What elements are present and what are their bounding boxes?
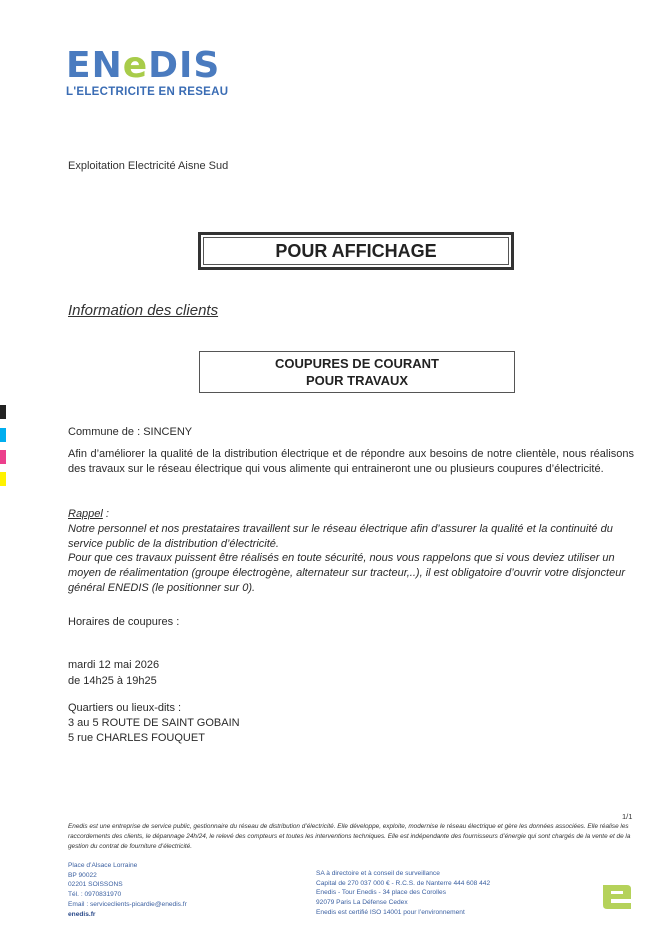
location-item: 3 au 5 ROUTE DE SAINT GOBAIN bbox=[68, 717, 240, 729]
corporate-line: 92079 Paris La Défense Cedex bbox=[316, 899, 408, 907]
address-line: 02201 SOISSONS bbox=[68, 881, 123, 889]
cmyk-mark-yellow bbox=[0, 472, 6, 486]
corporate-line: Enedis est certifié ISO 14001 pour l’environnement bbox=[316, 908, 465, 916]
enedis-e-logo-icon bbox=[601, 881, 633, 913]
contact-address bbox=[68, 861, 187, 919]
rappel-colon: : bbox=[102, 508, 109, 520]
website: enedis.fr bbox=[68, 910, 96, 918]
logo-tagline: L'ELECTRICITE EN RESEAU bbox=[66, 86, 229, 98]
cmyk-mark-black bbox=[0, 405, 6, 419]
unit-name: Exploitation Electricité Aisne Sud bbox=[68, 160, 229, 172]
logo-text-e: e bbox=[122, 45, 149, 86]
banner-label: POUR AFFICHAGE bbox=[275, 240, 437, 261]
corporate-line: Enedis - Tour Enedis - 34 place des Corolles bbox=[316, 889, 446, 897]
cmyk-mark-magenta bbox=[0, 450, 6, 464]
commune: Commune de : SINCENY bbox=[68, 426, 193, 438]
corporate-line: SA à directoire et à conseil de surveillance bbox=[316, 870, 440, 877]
address-line: Place d’Alsace Lorraine bbox=[68, 862, 138, 869]
outage-time: de 14h25 à 19h25 bbox=[68, 675, 157, 687]
location-item: 5 rue CHARLES FOUQUET bbox=[68, 732, 205, 744]
page-number: 1/1 bbox=[622, 812, 633, 821]
logo-text-en: EN bbox=[66, 45, 123, 86]
address-line: BP 90022 bbox=[68, 871, 97, 879]
phone: Tél. : 0970831970 bbox=[68, 891, 122, 899]
locations-label: Quartiers ou lieux-dits : bbox=[68, 702, 182, 714]
corporate-line: Capital de 270 037 000 € - R.C.S. de Nanterre 444 608 442 bbox=[316, 879, 491, 887]
enedis-logo bbox=[66, 45, 221, 86]
section-title: Information des clients bbox=[68, 302, 219, 319]
rappel-paragraph-3: général ENEDIS (le positionner sur 0). bbox=[68, 581, 256, 594]
rappel-paragraph-1: Notre personnel et nos prestataires travaillent sur le réseau électrique afin d’assurer la qualité et la continuité du service public de la distribution d’électricité. bbox=[68, 522, 613, 550]
rappel-label: Rappel bbox=[68, 508, 103, 520]
logo-text-dis: DIS bbox=[148, 45, 221, 86]
outage-schedule bbox=[68, 657, 159, 689]
horaires-label: Horaires de coupures : bbox=[68, 616, 180, 628]
legal-notice: Enedis est une entreprise de service public, gestionnaire du réseau de distribution d’électricité. Elle développe, exploite, modernise le réseau électrique et gère les données associées. Elle réalise les raccordements des clients, le dépannage 24h/24, le relevé des compteurs et toutes les interventions techniques. Elle est indépendante des fournisseurs d’énergie qui sont chargés de la vente et de la gestion du contrat de fourniture d’électricité. bbox=[68, 823, 631, 850]
cmyk-mark-cyan bbox=[0, 428, 6, 442]
notice-line-2: POUR TRAVAUX bbox=[305, 373, 409, 388]
banner-pour-affichage bbox=[198, 232, 514, 270]
rappel-block bbox=[68, 507, 634, 596]
locations bbox=[68, 701, 240, 746]
rappel-paragraph-2: Pour que ces travaux puissent être réalisés en toute sécurité, nous vous rappelons que si vous deviez utiliser un moyen de réalimentation (groupe électrogène, alternateur sur tracteur,..), il est obligatoire d’ouvrir votre disjoncteur bbox=[68, 552, 626, 580]
notice-box bbox=[199, 351, 515, 393]
outage-date: mardi 12 mai 2026 bbox=[68, 659, 160, 671]
corporate-info bbox=[316, 869, 490, 918]
email: Email : serviceclients-picardie@enedis.fr bbox=[68, 900, 187, 908]
notice-line-1: COUPURES DE COURANT bbox=[275, 356, 439, 371]
intro-paragraph: Afin d’améliorer la qualité de la distribution électrique et de répondre aux besoins de notre clientèle, nous réalisons des travaux sur le réseau électrique qui vous alimente qui entraineront une ou plusieurs coupures d’électricité. bbox=[68, 448, 634, 475]
